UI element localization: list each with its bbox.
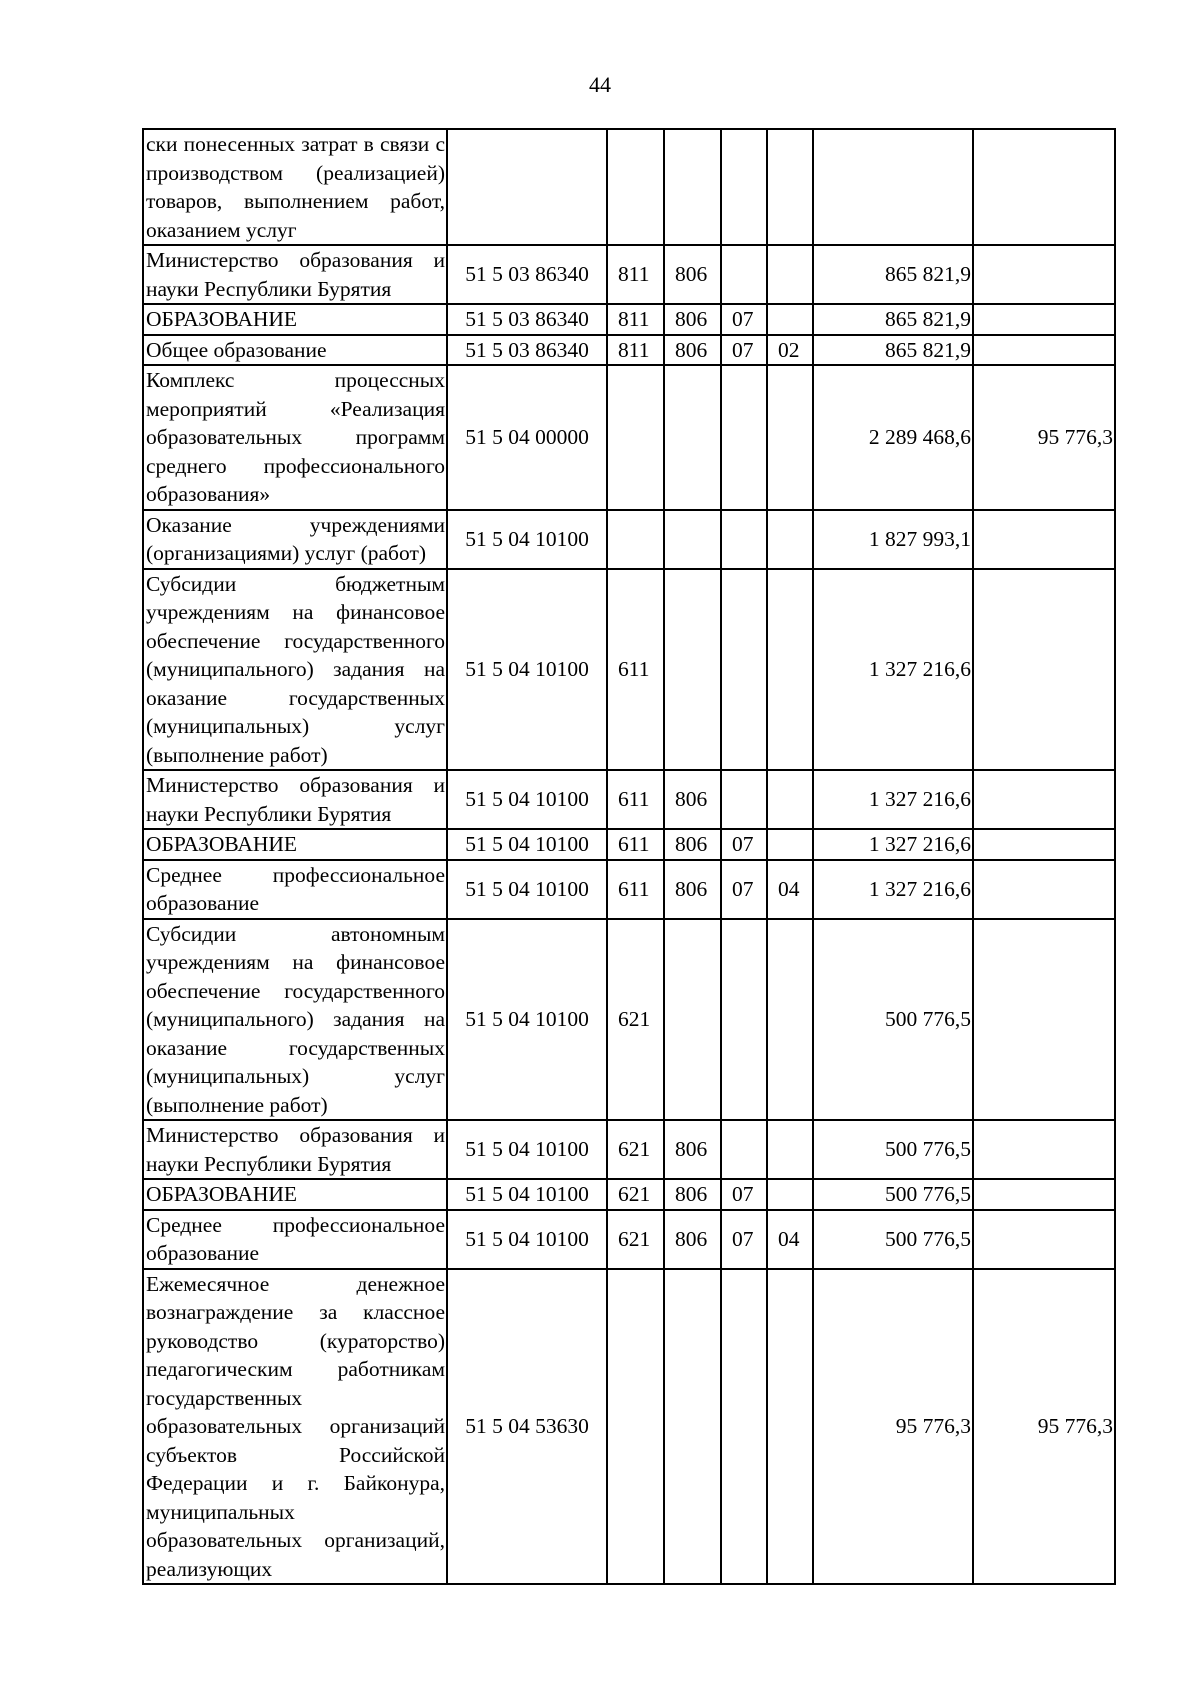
row-code: 51 5 04 10100 xyxy=(447,569,607,771)
table-row xyxy=(143,770,1115,829)
table-row xyxy=(143,245,1115,304)
table-row xyxy=(143,1210,1115,1269)
table-row xyxy=(143,510,1115,569)
row-rz: 07 xyxy=(721,1210,767,1269)
row-amount: 1 327 216,6 xyxy=(813,860,973,919)
row-amount: 865 821,9 xyxy=(813,245,973,304)
row-code xyxy=(447,129,607,245)
row-name: ОБРАЗОВАНИЕ xyxy=(143,829,447,860)
row-vr: 621 xyxy=(607,1210,664,1269)
row-code: 51 5 04 10100 xyxy=(447,510,607,569)
row-amount: 2 289 468,6 xyxy=(813,365,973,510)
row-pr xyxy=(767,510,813,569)
table-row xyxy=(143,829,1115,860)
row-amount-fed xyxy=(973,1120,1115,1179)
table-row xyxy=(143,569,1115,771)
budget-table xyxy=(142,128,1116,1585)
row-amount-fed: 95 776,3 xyxy=(973,1269,1115,1585)
row-code: 51 5 03 86340 xyxy=(447,245,607,304)
row-amount-fed xyxy=(973,569,1115,771)
row-vr xyxy=(607,365,664,510)
row-rz: 07 xyxy=(721,860,767,919)
row-code: 51 5 04 10100 xyxy=(447,829,607,860)
row-rz xyxy=(721,510,767,569)
row-pr: 04 xyxy=(767,1210,813,1269)
table-body xyxy=(143,129,1115,1584)
row-amount-fed xyxy=(973,860,1115,919)
row-vr xyxy=(607,1269,664,1585)
row-name: Общее образование xyxy=(143,335,447,366)
row-vr: 811 xyxy=(607,245,664,304)
row-amount-fed xyxy=(973,770,1115,829)
row-name: Комплекс процессных мероприятий «Реализация образовательных программ среднего профессионального образования» xyxy=(143,365,447,510)
row-grbs: 806 xyxy=(664,245,721,304)
row-amount-fed: 95 776,3 xyxy=(973,365,1115,510)
page-number: 44 xyxy=(589,72,611,97)
row-code: 51 5 04 10100 xyxy=(447,1210,607,1269)
row-code: 51 5 03 86340 xyxy=(447,335,607,366)
row-code: 51 5 04 10100 xyxy=(447,1179,607,1210)
row-vr: 621 xyxy=(607,919,664,1121)
row-name: Министерство образования и науки Республики Бурятия xyxy=(143,1120,447,1179)
row-rz: 07 xyxy=(721,829,767,860)
row-amount: 500 776,5 xyxy=(813,1179,973,1210)
row-pr xyxy=(767,365,813,510)
row-pr xyxy=(767,569,813,771)
table-row xyxy=(143,860,1115,919)
row-pr xyxy=(767,1120,813,1179)
row-code: 51 5 03 86340 xyxy=(447,304,607,335)
row-amount: 1 827 993,1 xyxy=(813,510,973,569)
row-pr xyxy=(767,245,813,304)
row-amount-fed xyxy=(973,335,1115,366)
row-vr: 611 xyxy=(607,829,664,860)
row-grbs xyxy=(664,919,721,1121)
row-code: 51 5 04 00000 xyxy=(447,365,607,510)
row-amount-fed xyxy=(973,129,1115,245)
row-name: Среднее профессиональное образование xyxy=(143,1210,447,1269)
row-rz: 07 xyxy=(721,335,767,366)
table-row xyxy=(143,1120,1115,1179)
row-amount-fed xyxy=(973,1210,1115,1269)
row-name: ОБРАЗОВАНИЕ xyxy=(143,1179,447,1210)
row-code: 51 5 04 10100 xyxy=(447,1120,607,1179)
row-code: 51 5 04 10100 xyxy=(447,770,607,829)
row-name: Субсидии автономным учреждениям на финансовое обеспечение государственного (муниципального) задания на оказание государственных (муниципальных) услуг (выполнение работ) xyxy=(143,919,447,1121)
row-rz xyxy=(721,919,767,1121)
row-grbs: 806 xyxy=(664,860,721,919)
row-grbs: 806 xyxy=(664,1179,721,1210)
row-grbs: 806 xyxy=(664,335,721,366)
table-row xyxy=(143,919,1115,1121)
row-vr xyxy=(607,129,664,245)
row-pr xyxy=(767,1269,813,1585)
row-vr xyxy=(607,510,664,569)
row-name: Министерство образования и науки Республики Бурятия xyxy=(143,245,447,304)
row-rz xyxy=(721,770,767,829)
row-rz xyxy=(721,365,767,510)
row-grbs: 806 xyxy=(664,829,721,860)
row-name: Субсидии бюджетным учреждениям на финансовое обеспечение государственного (муниципального) задания на оказание государственных (муниципальных) услуг (выполнение работ) xyxy=(143,569,447,771)
row-name: Оказание учреждениями (организациями) услуг (работ) xyxy=(143,510,447,569)
row-vr: 611 xyxy=(607,860,664,919)
row-code: 51 5 04 10100 xyxy=(447,860,607,919)
row-pr: 02 xyxy=(767,335,813,366)
row-grbs xyxy=(664,569,721,771)
row-rz: 07 xyxy=(721,304,767,335)
row-pr xyxy=(767,770,813,829)
row-amount: 1 327 216,6 xyxy=(813,829,973,860)
row-code: 51 5 04 53630 xyxy=(447,1269,607,1585)
row-pr: 04 xyxy=(767,860,813,919)
table-row xyxy=(143,1269,1115,1585)
row-grbs: 806 xyxy=(664,1120,721,1179)
row-amount: 1 327 216,6 xyxy=(813,770,973,829)
row-rz xyxy=(721,245,767,304)
row-grbs xyxy=(664,365,721,510)
row-amount: 865 821,9 xyxy=(813,335,973,366)
row-grbs xyxy=(664,1269,721,1585)
row-name: Ежемесячное денежное вознаграждение за классное руководство (кураторство) педагогическим работникам государственных образовательных организаций субъектов Российской Федерации и г. Байконура, муниципальных образовательных организаций, реализующих xyxy=(143,1269,447,1585)
row-grbs: 806 xyxy=(664,304,721,335)
row-rz xyxy=(721,1120,767,1179)
row-name: Среднее профессиональное образование xyxy=(143,860,447,919)
table-row xyxy=(143,365,1115,510)
table-row xyxy=(143,335,1115,366)
row-amount-fed xyxy=(973,919,1115,1121)
row-amount: 500 776,5 xyxy=(813,919,973,1121)
row-amount: 500 776,5 xyxy=(813,1120,973,1179)
table-row xyxy=(143,304,1115,335)
row-pr xyxy=(767,129,813,245)
row-amount: 865 821,9 xyxy=(813,304,973,335)
row-pr xyxy=(767,1179,813,1210)
row-rz xyxy=(721,569,767,771)
row-vr: 811 xyxy=(607,304,664,335)
row-rz: 07 xyxy=(721,1179,767,1210)
row-amount-fed xyxy=(973,245,1115,304)
row-vr: 811 xyxy=(607,335,664,366)
row-pr xyxy=(767,304,813,335)
row-vr: 621 xyxy=(607,1120,664,1179)
row-vr: 611 xyxy=(607,770,664,829)
row-amount-fed xyxy=(973,304,1115,335)
row-pr xyxy=(767,919,813,1121)
row-grbs: 806 xyxy=(664,1210,721,1269)
row-amount-fed xyxy=(973,510,1115,569)
row-amount-fed xyxy=(973,1179,1115,1210)
row-amount-fed xyxy=(973,829,1115,860)
row-rz xyxy=(721,1269,767,1585)
row-name: ОБРАЗОВАНИЕ xyxy=(143,304,447,335)
row-grbs: 806 xyxy=(664,770,721,829)
table-row xyxy=(143,1179,1115,1210)
row-rz xyxy=(721,129,767,245)
row-amount xyxy=(813,129,973,245)
row-amount: 1 327 216,6 xyxy=(813,569,973,771)
row-vr: 621 xyxy=(607,1179,664,1210)
row-amount: 95 776,3 xyxy=(813,1269,973,1585)
row-grbs xyxy=(664,510,721,569)
table-row xyxy=(143,129,1115,245)
row-name: Министерство образования и науки Республики Бурятия xyxy=(143,770,447,829)
row-grbs xyxy=(664,129,721,245)
row-pr xyxy=(767,829,813,860)
row-amount: 500 776,5 xyxy=(813,1210,973,1269)
row-code: 51 5 04 10100 xyxy=(447,919,607,1121)
row-name: ски понесенных затрат в связи с производством (реализацией) товаров, выполнением работ, оказанием услуг xyxy=(143,129,447,245)
row-vr: 611 xyxy=(607,569,664,771)
